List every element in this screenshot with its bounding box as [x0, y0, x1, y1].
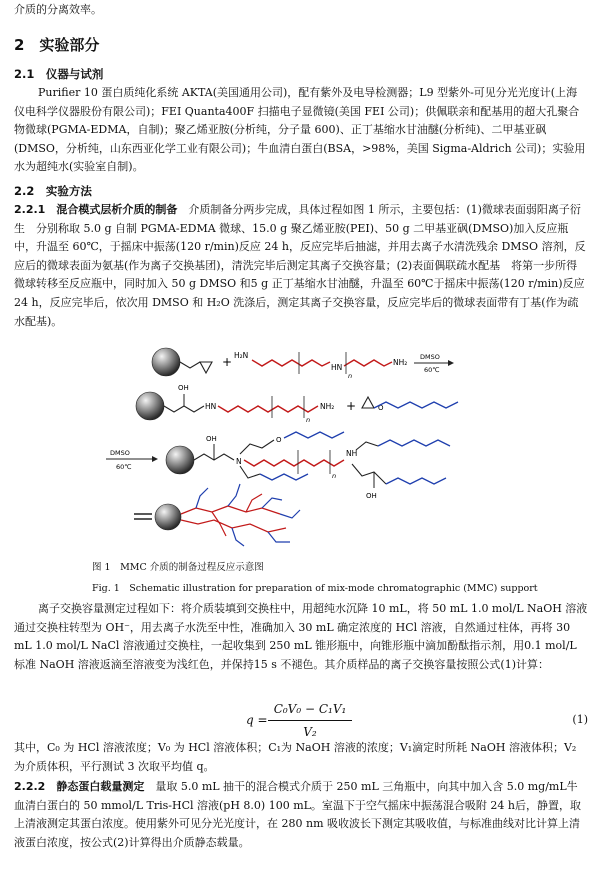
- branch-down-3: [352, 464, 386, 484]
- microsphere-bead-4: [155, 504, 181, 530]
- figure-caption-en: Fig. 1 Schematic illustration for preparation of mix-mode chromatographic (MMC) support: [92, 583, 538, 594]
- figure-caption-cn: 图 1 MMC 介质的制备过程反应示意图: [92, 562, 264, 573]
- plus-sign-2: +: [346, 399, 357, 413]
- paragraph-instruments: Purifier 10 蛋白质纯化系统 AKTA(美国通用公司)，配有紫外及电导检测器；L9 型紫外-可见分光光度计(上海仪电科学仪器股份有限公司)；FEI Quanta400F 扫描电子显微镜(美国 FEI 公司)；供佩联亲和配基用的超大孔聚合物微球(PGMA-EDMA，自制)；聚乙烯亚胺(分析纯，分子量 600)、正丁基缩水甘油醚(分析纯)、二甲基亚砜(DMSO，分析纯，山东西亚化学工业有限公司)；牛血清白蛋白(BSA，>98%，美国 Sigma-Aldrich 公司)；实验用水为超纯水(实验室自制)。: [14, 86, 586, 174]
- subsection-heading-2-1: 2.1 仪器与试剂: [14, 67, 104, 81]
- section-heading-2: 2 实验部分: [14, 36, 100, 54]
- label-oh-3: OH: [206, 435, 217, 443]
- label-hn-2: HN: [205, 402, 217, 411]
- label-n-repeat-3: n: [332, 472, 337, 480]
- paragraph-ion-exchange: 离子交换容量测定过程如下：将介质装填到交换柱中，用超纯水沉降 10 mL，将 50 mL 1.0 mol/L NaOH 溶液通过交换柱转型为 OH⁻，用去离子水洗至中性，准确加入 30 mL 确定浓度的 HCl 溶液，自然通过柱体，再将 30 mL 1.0 mol/L NaCl 溶液通过交换柱，一起收集到 250 mL 锥形瓶中，向锥形瓶中滴加酚酞指示剂，用0.1 mol/L 标准 NaOH 溶液返滴至溶液变为浅红色，并保持15 s 不褪色。其介质样品的离子交换容量按照公式(1)计算：: [14, 602, 588, 671]
- butyl-chain-2: [374, 402, 458, 408]
- branch-up-3b: [356, 442, 378, 450]
- linker-2: [164, 406, 184, 412]
- graft-blue-5: [268, 532, 290, 542]
- pei-chain-1b: [344, 360, 392, 366]
- subsection-heading-2-2: 2.2 实验方法: [14, 184, 92, 198]
- paragraph-preparation-body: 介质制备分两步完成，具体过程如图 1 所示，主要包括：(1)微球表面弱阳离子衍生 分别称取 5.0 g 自制 PGMA-EDMA 微球、15.0 g 聚乙烯亚胺(PEI)、50 g 二甲基亚砜(DMSO)加入反应瓶中，升温至 60℃，于摇床中振荡(120 r/min)反应 24 h，反应完毕后抽滤，并用去离子水清洗残余 DMSO 溶剂，反应后的微球表面为氨基(作为离子交换基团)，清洗完毕后测定其离子交换容量；(2)表面偶联疏水配基 将第一步所得微球转移至反应瓶中，同时加入 50 g DMSO 和5 g 正丁基缩水甘油醚，升温至 60℃于摇床中振荡(120 r/min)反应 24 h，反应完毕后，依次用 DMSO 和 H₂O 洗涤后，测定其离子交换容量，反应完毕后的微球表面带有丁基(作为疏水配基)。: [14, 203, 586, 328]
- label-n-1: n: [348, 372, 353, 380]
- plus-sign: +: [222, 355, 233, 369]
- paragraph-variables: 其中，C₀ 为 HCl 溶液浓度；V₀ 为 HCl 溶液体积；C₁为 NaOH 溶液的浓度；V₁滴定时所耗 NaOH 溶液体积；V₂ 为介质体积，平行测试 3 次取平均值 q。: [14, 741, 577, 773]
- branch-up-3: [240, 440, 274, 454]
- label-nh2-2: NH₂: [320, 402, 335, 411]
- reaction-arrow-1-head: [448, 360, 454, 366]
- graft-red-4: [246, 494, 262, 512]
- condition-label-1: 60℃: [424, 366, 440, 374]
- paragraph-static-capacity-heading: 2.2.2 静态蛋白载量测定: [14, 780, 145, 793]
- microsphere-bead-2: [136, 392, 164, 420]
- butyl-chain-3b: [378, 440, 450, 446]
- graft-blue-3: [232, 528, 244, 546]
- label-o-3: O: [276, 436, 282, 444]
- graft-red-2: [181, 520, 286, 532]
- microsphere-bead-3: [166, 446, 194, 474]
- equation-lhs: q =: [246, 713, 268, 727]
- equation-body: [246, 700, 376, 744]
- epoxide-ring-1: [200, 362, 212, 373]
- graft-blue-2: [228, 484, 240, 506]
- equation-numerator: C₀V₀ − C₁V₁: [273, 702, 347, 716]
- label-n-2: n: [306, 416, 311, 424]
- microsphere-bead-1: [152, 348, 180, 376]
- paragraph-static-capacity: [14, 778, 588, 852]
- carryover-line: 介质的分离效率。: [14, 3, 102, 16]
- label-o-epoxide: O: [378, 404, 384, 412]
- label-n-3: N: [236, 457, 242, 466]
- label-h2n: H₂N: [234, 351, 249, 360]
- butyl-chain-3c: [386, 478, 446, 484]
- pei-chain-3: [244, 460, 344, 466]
- linker-2b: [184, 406, 204, 412]
- branch-down-3c: [240, 466, 260, 478]
- label-nh-3: NH: [346, 449, 358, 458]
- reagent-label-2: DMSO: [110, 449, 130, 457]
- equation-number: (1): [572, 713, 588, 726]
- reaction-scheme-figure: [0, 338, 602, 548]
- condition-label-2: 60℃: [116, 463, 132, 471]
- equation-denominator: V₂: [303, 725, 317, 739]
- label-oh-3b: OH: [366, 492, 377, 500]
- equation-1: [14, 700, 588, 744]
- equation-fraction: [268, 700, 352, 741]
- reagent-label-1: DMSO: [420, 353, 440, 361]
- label-oh-2: OH: [178, 384, 189, 392]
- pei-chain-2: [218, 406, 318, 412]
- epoxide-ring-2: [362, 397, 374, 408]
- label-hn-1: HN: [331, 363, 343, 372]
- graft-blue-4: [262, 498, 282, 508]
- pei-chain-1: [252, 360, 330, 366]
- epoxy-linker-1: [180, 362, 200, 368]
- butyl-chain-3d: [260, 474, 308, 480]
- graft-blue-6: [280, 510, 300, 518]
- paragraph-preparation: [14, 201, 588, 331]
- fraction-bar: [268, 720, 352, 721]
- reaction-arrow-2-head: [152, 456, 158, 462]
- paragraph-static-capacity-body: 量取 5.0 mL 抽干的混合模式介质于 250 mL 三角瓶中，向其中加入含 5.0 mg/mL牛血清白蛋白的 50 mmol/L Tris-HCl 溶液(pH 8.0) 100 mL。室温下于空气摇床中振荡混合吸附 24 h后，静置，取上清液测定其蛋白浓度。使用紫外可见分光光度计，在 280 nm 吸收波长下测定其吸收值，与标准曲线对比计算上清液蛋白浓度，按公式(2)计算得出介质静态载量。: [14, 780, 582, 849]
- butyl-chain-3a: [284, 432, 344, 438]
- graft-blue-1: [196, 488, 208, 508]
- label-nh2-1: NH₂: [393, 358, 408, 367]
- paragraph-preparation-heading: 2.2.1 混合模式层析介质的制备: [14, 203, 178, 216]
